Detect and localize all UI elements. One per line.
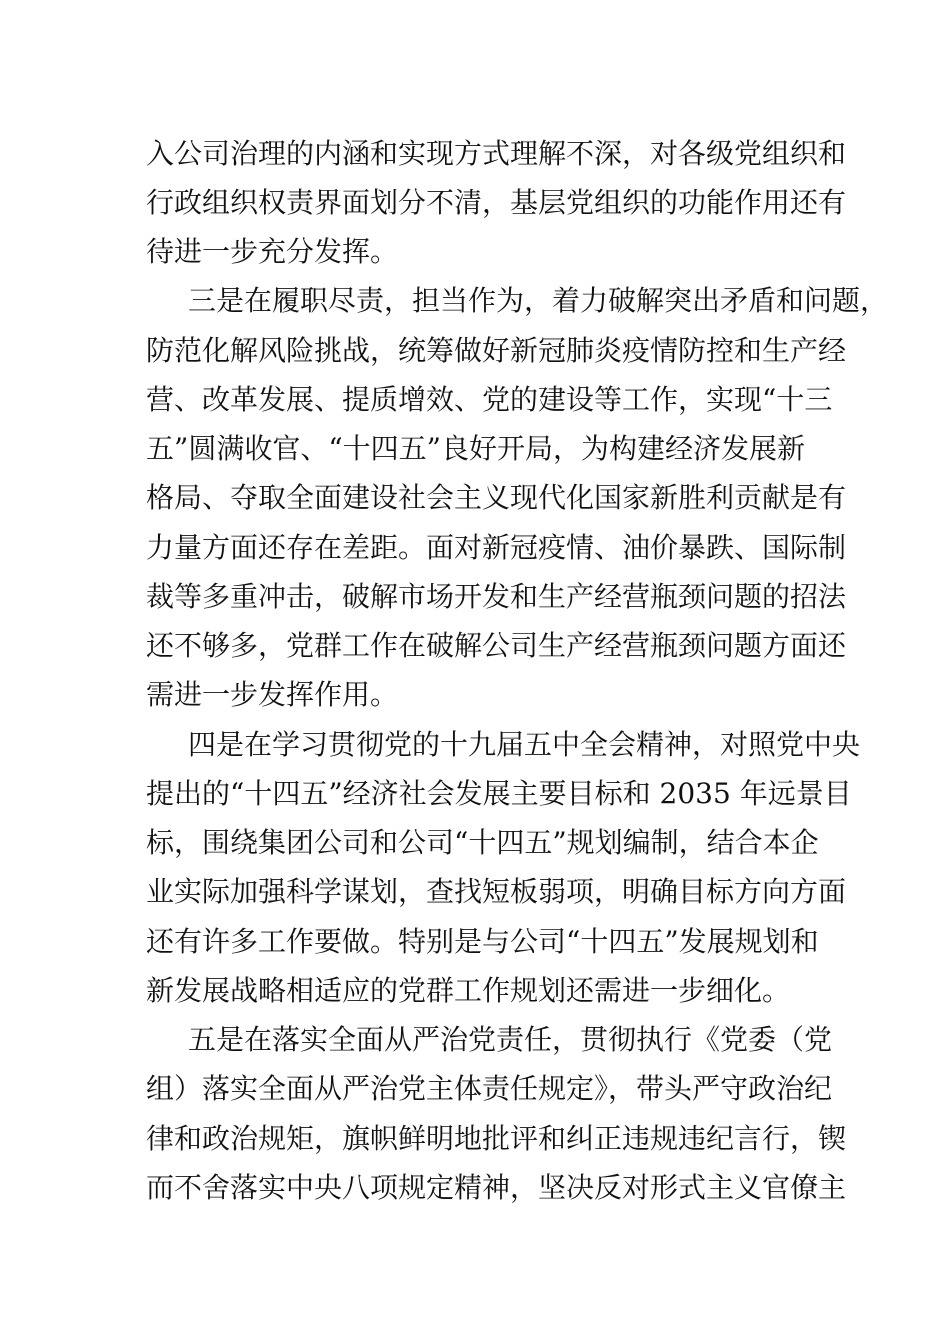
text-line: 格局、夺取全面建设社会主义现代化国家新胜利贡献是有 bbox=[146, 481, 847, 514]
text-line: 行政组织权责界面划分不清，基层党组织的功能作用还有 bbox=[146, 186, 847, 219]
text-line: 待进一步充分发挥。 bbox=[146, 235, 399, 268]
text-line: 需进一步发挥作用。 bbox=[146, 678, 399, 711]
text-line: 提出的“十四五”经济社会发展主要目标和 2035 年远景目 bbox=[146, 777, 852, 810]
text-line: 组）落实全面从严治党主体责任规定》，带头严守政治纪 bbox=[146, 1072, 833, 1105]
text-line: 防范化解风险挑战，统筹做好新冠肺炎疫情防控和生产经 bbox=[146, 334, 847, 367]
text-line: 营、改革发展、提质增效、党的建设等工作，实现“十三 bbox=[146, 383, 833, 416]
text-line: 还有许多工作要做。特别是与公司“十四五”发展规划和 bbox=[146, 925, 819, 958]
paragraph-start-line: 五是在落实全面从严治党责任，贯彻执行《党委（党 bbox=[188, 1023, 833, 1056]
text-line: 而不舍落实中央八项规定精神，坚决反对形式主义官僚主 bbox=[146, 1171, 847, 1204]
text-line: 五”圆满收官、“十四五”良好开局，为构建经济发展新 bbox=[146, 432, 805, 465]
text-line: 力量方面还存在差距。面对新冠疫情、油价暴跌、国际制 bbox=[146, 531, 847, 564]
paragraph-start-line: 四是在学习贯彻党的十九届五中全会精神，对照党中央 bbox=[188, 728, 861, 761]
text-line: 还不够多，党群工作在破解公司生产经营瓶颈问题方面还 bbox=[146, 629, 847, 662]
text-line: 律和政治规矩，旗帜鲜明地批评和纠正违规违纪言行，锲 bbox=[146, 1122, 847, 1155]
text-line: 标，围绕集团公司和公司“十四五”规划编制，结合本企 bbox=[146, 826, 819, 859]
text-line: 入公司治理的内涵和实现方式理解不深，对各级党组织和 bbox=[146, 137, 847, 170]
paragraph-start-line: 三是在履职尽责，担当作为，着力破解突出矛盾和问题， bbox=[188, 284, 889, 317]
text-line: 裁等多重冲击，破解市场开发和生产经营瓶颈问题的招法 bbox=[146, 580, 847, 613]
text-line: 业实际加强科学谋划，查找短板弱项，明确目标方向方面 bbox=[146, 875, 847, 908]
text-line: 新发展战略相适应的党群工作规划还需进一步细化。 bbox=[146, 974, 791, 1007]
